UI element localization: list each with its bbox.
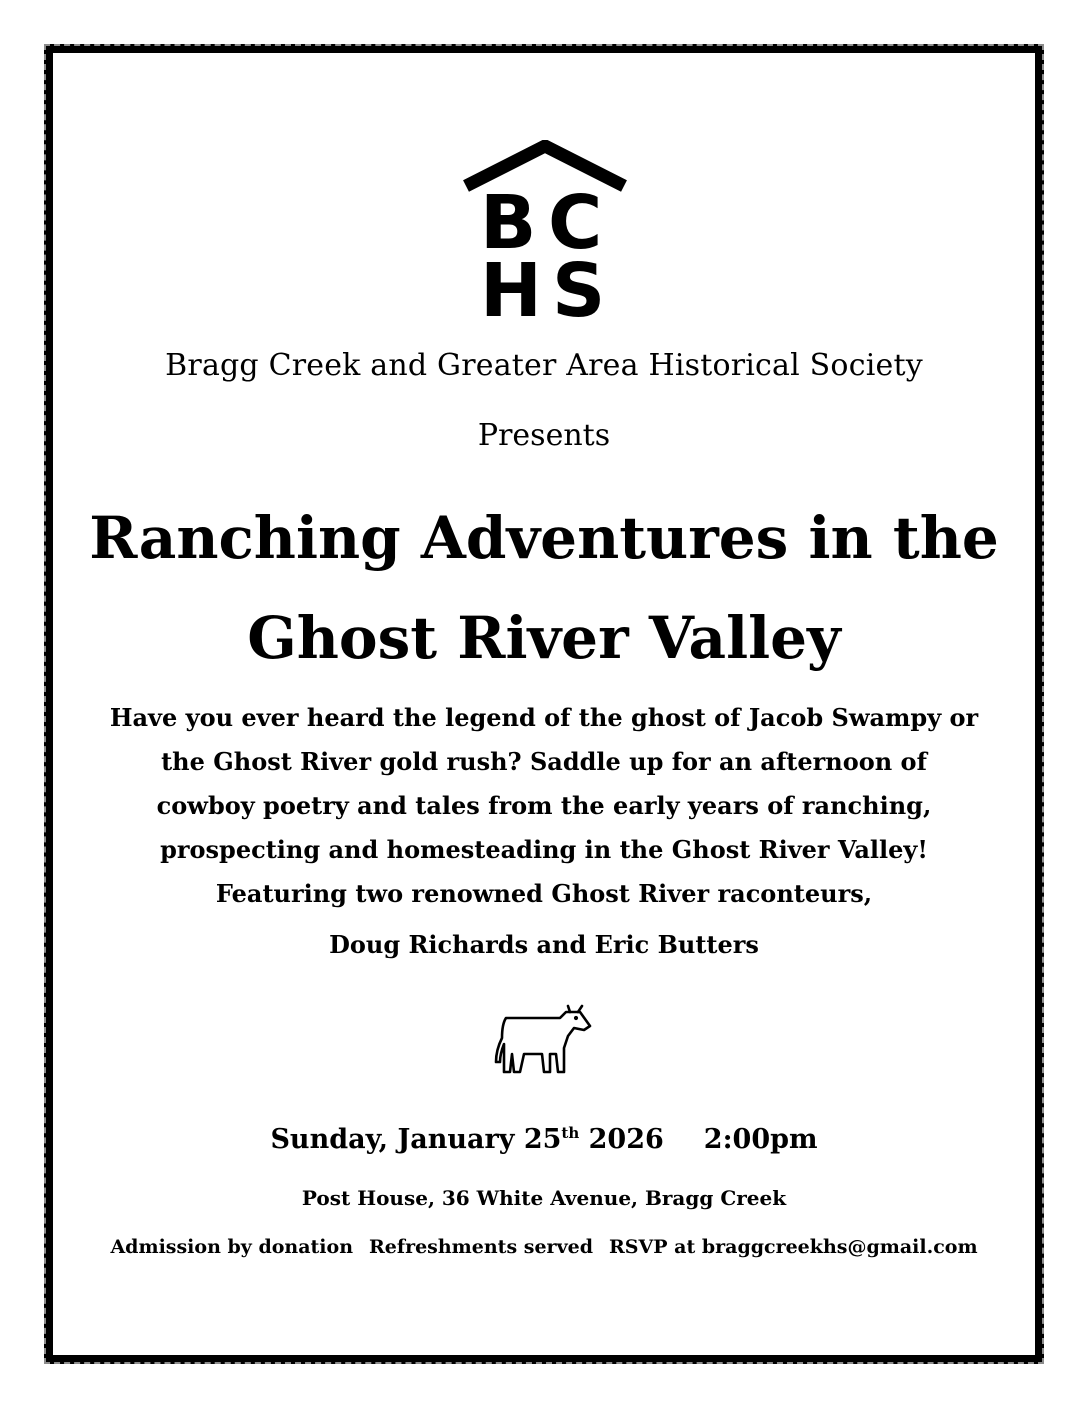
admission-info: Admission by donation <box>110 1236 354 1258</box>
event-title-line-1: Ranching Adventures in the <box>89 504 999 572</box>
logo-letter-b: B <box>480 180 537 266</box>
event-date-time <box>0 1124 1088 1155</box>
description-line-1: Have you ever heard the legend of the ghost of Jacob Swampy or <box>109 703 979 732</box>
organization-name: Bragg Creek and Greater Area Historical Society <box>165 348 923 383</box>
event-title-line-2: Ghost River Valley <box>247 604 841 672</box>
event-details-footer <box>0 1236 1088 1258</box>
refreshments-info: Refreshments served <box>369 1236 593 1258</box>
speakers: Doug Richards and Eric Butters <box>329 930 759 959</box>
presents-label: Presents <box>477 418 611 453</box>
event-time: 2:00pm <box>703 1124 818 1155</box>
event-description <box>100 696 988 916</box>
rsvp-info: RSVP at braggcreekhs@gmail.com <box>608 1236 978 1258</box>
description-line-5: Featuring two renowned Ghost River raconteurs, <box>215 879 873 908</box>
logo-letter-h: H <box>480 248 542 322</box>
description-line-4: prospecting and homesteading in the Ghost River Valley! <box>160 835 928 864</box>
cow-icon <box>494 1004 594 1078</box>
logo-letter-s: S <box>552 248 606 322</box>
logo-letter-c: C <box>548 180 603 266</box>
description-line-2: the Ghost River gold rush? Saddle up for an afternoon of <box>161 747 927 776</box>
event-title <box>0 488 1088 688</box>
description-line-3: cowboy poetry and tales from the early years of ranching, <box>156 791 932 820</box>
event-venue: Post House, 36 White Avenue, Bragg Creek <box>301 1186 787 1210</box>
event-date: Sunday, January 25th 2026 <box>270 1124 664 1155</box>
bchs-logo <box>462 140 628 322</box>
